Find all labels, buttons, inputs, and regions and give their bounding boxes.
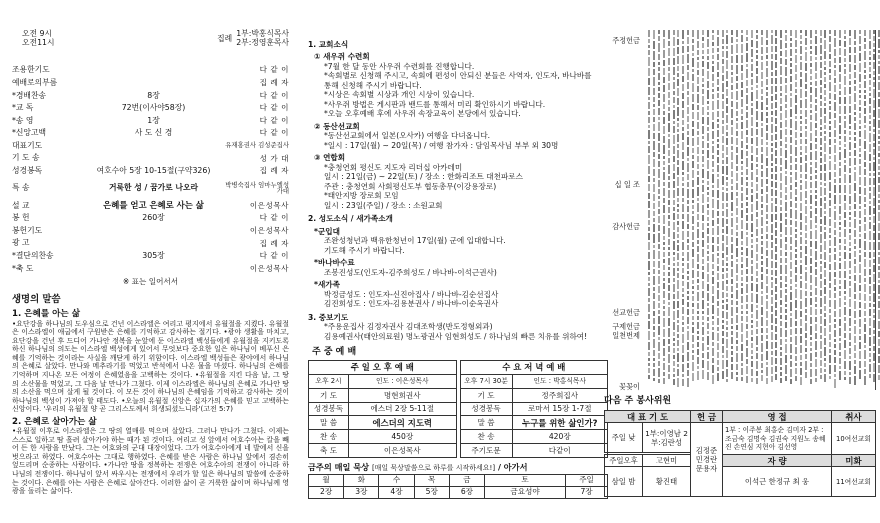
order-row <box>12 224 289 237</box>
announcement-line: *동산선교회에서 일본(오사카) 여행을 다녀옵니다. <box>324 131 491 141</box>
order-name: 특 송 <box>12 183 30 193</box>
sunday-time: 오후 2시 <box>309 375 349 389</box>
offering-name-column <box>859 30 861 381</box>
offering-name-column <box>653 30 655 383</box>
offering-name-column <box>771 30 773 384</box>
offering-name-column <box>677 30 679 389</box>
offering-name-column <box>717 30 719 383</box>
church-news-title: 1. 교회소식 <box>308 40 349 49</box>
offering-name-column <box>829 30 831 381</box>
row-key: 성경봉독 <box>309 402 349 416</box>
announcement-line: 조완성청년과 백유한청년이 17일(월) 군에 입대합니다. <box>324 236 506 246</box>
order-name: *경배찬송 <box>12 90 47 100</box>
presider-2: 2부:정영훈목사 <box>236 37 289 47</box>
offering-name-column <box>682 30 684 388</box>
meditation-title: 금주의 매일 묵상 <box>308 461 370 472</box>
row-key: 말 씀 <box>309 416 349 430</box>
meditation-title-line <box>308 462 608 473</box>
meditation-chapter: 2장 <box>309 486 344 498</box>
prayer-line: 김용예권사(태안의료원) 명노광권사 임현희성도 / 하나님의 빠른 치유를 위하여! <box>324 331 588 341</box>
header-greet: 영 접 <box>723 411 832 423</box>
weekday-worship-tables <box>308 360 608 458</box>
row-value: 로마서 15장 1-7절 <box>512 402 608 416</box>
meditation-day: 화 <box>344 474 379 486</box>
offering-name-column <box>751 30 753 384</box>
row-key: 찬 송 <box>309 430 349 444</box>
sermon-point-1-text: •요단강을 하나님의 도우심으로 건넌 이스라엘은 여리고 평지에서 유월절을 지켰다. 유월절은 이스라엘이 애굽에서 구원받은 은혜를 기억하고 감사하는 절기다. •광야 생활을 마치고, 요단강을 건넌 후 드디어 가나안 정복을 눈앞에 둔 이스라엘 백성들에게 유월절을 지키도록 하신 하나님의 의도는 이스라엘 백성에게 있어서 무엇보다 중요한 일은 하나님이 베푸신 은혜를 기억하는 것이라는 사실을 깨닫게 하기 위함이다. 이스라엘 백성들은 광야에서 하나님의 은혜로 살았다. 만나와 메추라기를 먹었고 반석에서 나온 물을 마셨다. 하나님의 은혜를 기억하며 지나온 모든 여정이 은혜였음을 고백하는 것이다. •유월절을 지킨 다음 날, 그 땅의 소산물을 먹었고, 그 다음 날 만나가 그쳤다. 이제 이스라엘은 하나님의 은혜로 가나안 땅의 소산을 먹으며 살게 될 것이다. 이 모든 것이 하나님의 은혜임을 기억하고 감사하는 것이 하나님의 백성이 가져야 할 태도다. •오늘의 유월절 신앙은 십자가의 은혜를 믿고 고백하는 신앙이다. '우리의 유월절 양 곧 그리스도께서 희생되셨느니라'(고전 5:7) <box>12 319 289 414</box>
announcement-line: *7월 한 달 동안 사우쥐 수련회를 진행합니다. <box>324 61 475 71</box>
clean-group: 11여선교회 <box>832 467 876 497</box>
order-content: 여호수아 5장 10-15절(구약326) <box>96 166 211 176</box>
offering-name-column <box>780 30 782 385</box>
meditation-chapters-row <box>309 486 608 498</box>
serving-title: 다음 주 봉사위원 <box>604 396 672 406</box>
order-person: 다 같 이 <box>259 128 289 138</box>
row-key: 찬 송 <box>460 430 512 444</box>
meditation-chapter: 4장 <box>379 486 414 498</box>
announcement-line: *속회별로 신청해 주시고, 속회에 편성이 안되신 분들은 사역자, 인도자, 바나바를 <box>324 71 592 81</box>
offering-label: 꽃꽂이 <box>619 382 640 391</box>
offering-name-column <box>746 30 748 385</box>
announcement-line: *사우쥐 방법은 게시판과 밴드를 통해서 미리 확인하시기 바랍니다. <box>324 99 546 109</box>
announcement-subheading: ③ 연합회 <box>314 153 346 163</box>
meditation-day: 금 <box>449 474 484 486</box>
order-content: 사 도 신 경 <box>134 128 173 138</box>
wednesday-evening-table <box>460 360 609 458</box>
offering-name-column <box>864 30 866 387</box>
meditation-subtitle: [매일 묵상말씀으로 하루를 시작하세요!] <box>371 463 496 472</box>
announcement-line: 통해 신청해 주시기 바랍니다. <box>324 80 422 90</box>
pray-person: 황진태 <box>643 467 691 497</box>
order-row <box>12 212 289 225</box>
order-person: 이은성목사 <box>249 263 289 273</box>
meditation-day: 토 <box>485 474 566 486</box>
order-content: 거룩한 성 / 꿈가로 나오라 <box>108 183 199 193</box>
row-value: 이은성목사 <box>349 444 457 458</box>
wednesday-sermon-title: 누구를 위한 삶인가? <box>512 416 608 430</box>
order-person: 다 같 이 <box>259 115 289 125</box>
wednesday-evening-header: 수 요 저 녁 예 배 <box>460 361 608 375</box>
wednesday-time: 오후 7시 30분 <box>460 375 512 389</box>
offering-labels <box>604 30 644 390</box>
offering-name-column <box>722 30 724 381</box>
announcement-subheading: *바나바수료 <box>314 258 355 268</box>
order-name: 광 고 <box>12 238 30 248</box>
announcement-line: 김진희성도 : 인도자-김용분권사 / 바나바-이순옥권사 <box>324 299 499 309</box>
order-person: 성 가 대 <box>259 153 289 163</box>
row-value: 에스더 2장 5-11절 <box>349 402 457 416</box>
sermon-point-2-text: •유월절 이후로 이스라엘은 그 땅의 열매를 먹으며 살았다. 그러나 만나가 그쳤다. 이제는 스스로 일하고 땀 흘려 살아가야 하는 때가 된 것이다. 여리고 성 앞에서 여호수아는 칼을 빼어 든 한 사람을 만났다. 그는 여호와의 군대 대장이었다. 그가 여호수아에게 네 발에서 신을 벗으라고 하였다. 여호수아는 그대로 행하였다. 은혜를 받은 사람은 하나님 앞에서 겸손히 엎드리며 순종하는 사람이다. •가나안 땅을 정복하는 전쟁은 여호수아의 전쟁이 아니라 하나님의 전쟁이다. 하나님이 앞서 싸우시는 전쟁에서 우리가 할 일은 하나님의 말씀에 순종하는 것이다. 은혜를 아는 사람은 은혜로 살아간다. 이러한 삶이 곧 거룩한 삶이며 하나님께 영광을 돌리는 삶이다. <box>12 427 289 496</box>
offering-name-column <box>697 30 699 382</box>
order-name: 조용한기도 <box>12 65 50 75</box>
meditation-chapter: 3장 <box>344 486 379 498</box>
order-name: 봉 헌 <box>12 213 30 223</box>
pray-person: 고현미 <box>643 455 691 467</box>
order-person: 다 같 이 <box>259 90 289 100</box>
order-name: *축 도 <box>12 263 34 273</box>
announcement-line: *시상은 속회별 시상과 개인 시상이 있습니다. <box>324 90 475 100</box>
offering-name-column <box>673 30 675 387</box>
time-2: 오전11시 <box>22 37 55 47</box>
announcement-line: *태안지방 장로회 모임 <box>324 191 399 201</box>
order-name: 성경봉독 <box>12 166 43 176</box>
order-name: *신앙고백 <box>12 128 47 138</box>
offering-name-column <box>761 30 763 383</box>
order-row <box>12 127 289 140</box>
order-row <box>12 237 289 250</box>
order-person: 박병숙집사 임마누엘성가대 <box>225 180 289 196</box>
prayer-line: *주용운집사 김정자권사 김대조학생(반도정형외과) <box>324 322 493 332</box>
offering-name-column <box>820 30 822 381</box>
meditation-table <box>308 474 608 499</box>
offering-name-column <box>805 30 807 380</box>
announcement-subheading: *새가족 <box>314 280 340 290</box>
order-name: *송 영 <box>12 115 34 125</box>
order-row <box>12 102 289 115</box>
member-news-items <box>308 227 608 309</box>
offering-name-column <box>741 30 743 383</box>
offering-name-column <box>712 30 714 386</box>
order-person: 다 같 이 <box>259 65 289 75</box>
offering-name-column <box>849 30 851 386</box>
row-label: 주일오후 <box>605 455 643 467</box>
row-label: 삼일 밤 <box>605 467 643 497</box>
weekday-worship-title: 주 중 예 배 <box>312 347 357 358</box>
offering-name-column <box>658 30 660 385</box>
meditation-chapter: 금요성야 <box>485 486 566 498</box>
greet-people: 1부 : 이주봉 최홍순 김미자 2부 : 조금숙 김명숙 김권숙 지원노 송혜진 손연심 지현아 김선영 <box>723 423 832 455</box>
order-row <box>12 152 289 165</box>
offering-label: 십 일 조 <box>614 180 640 189</box>
offering-name-column <box>785 30 787 383</box>
offering-name-column <box>839 30 841 382</box>
header-offering: 헌 금 <box>691 411 723 423</box>
announcement-line: *충청연회 평신도 지도자 리더십 아카데미 <box>324 162 463 172</box>
order-person: 이은성목사 <box>249 225 289 235</box>
meditation-day: 월 <box>309 474 344 486</box>
meditation-chapter: 6장 <box>449 486 484 498</box>
offering-name-column <box>873 30 875 384</box>
sermon-point-1-heading: 1. 은혜를 아는 삶 <box>12 309 81 320</box>
offering-name-column <box>790 30 792 386</box>
header-car: 자 량 <box>723 455 832 467</box>
announcements <box>308 40 608 341</box>
member-news-title: 2. 성도소식 / 새가족소개 <box>308 214 393 224</box>
row-key: 기 도 <box>460 388 512 402</box>
order-row <box>12 199 289 212</box>
order-content: 305장 <box>142 251 165 261</box>
serving-table <box>604 410 876 497</box>
offering-name-column <box>815 30 817 384</box>
row-key: 기 도 <box>309 388 349 402</box>
order-person: 집 례 자 <box>259 238 289 248</box>
meditation-days-row <box>309 474 608 486</box>
order-name: 설 교 <box>12 200 30 210</box>
announcement-subheading: ① 새우쥐 수련회 <box>314 52 370 62</box>
order-row <box>12 64 289 77</box>
offering-name-column <box>707 30 709 382</box>
offering-name-column <box>731 30 733 381</box>
order-row <box>12 114 289 127</box>
meditation-day: 목 <box>414 474 449 486</box>
offering-label: 선교헌금 <box>612 308 640 317</box>
offering-name-column <box>824 30 826 384</box>
sunday-leader: 인도 : 이은성목사 <box>349 375 457 389</box>
order-name: 예배로의부름 <box>12 77 58 87</box>
sunday-afternoon-header: 주 일 오 후 예 배 <box>309 361 457 375</box>
order-content: 8장 <box>147 90 160 100</box>
order-content: 260장 <box>142 213 165 223</box>
order-name: *결단의찬송 <box>12 251 54 261</box>
announcement-line: 주관 : 충청연회 사회평신도부 협동총무(이강용장로) <box>324 181 497 191</box>
sermon-section <box>12 294 289 495</box>
announcement-subheading: ② 동산선교회 <box>314 121 360 131</box>
offering-name-column <box>854 30 856 387</box>
order-name: 대표기도 <box>12 140 43 150</box>
row-key: 말 씀 <box>460 416 512 430</box>
announcement-line: *오늘 오후예배 후에 사우쥐 속장교육이 본당에서 있습니다. <box>324 109 521 119</box>
announcement-line: 일시 : 21일(금) ~ 22일(토) / 장소 : 한화리조트 대천파로스 <box>324 172 523 182</box>
order-row <box>12 165 289 178</box>
row-value: 다같이 <box>512 444 608 458</box>
offering-roll <box>604 30 876 390</box>
header-clean: 미화 <box>832 455 876 467</box>
order-of-worship <box>12 64 289 286</box>
announcement-line: 일시 : 23일(주일) / 장소 : 소원교회 <box>324 200 443 210</box>
wednesday-leader: 인도 : 박홍식목사 <box>512 375 608 389</box>
offering-label: 주정헌금 <box>612 36 640 45</box>
order-person: 다 같 이 <box>259 213 289 223</box>
order-row <box>12 89 289 102</box>
standing-note: ※ 표는 일어서서 <box>122 276 179 286</box>
car-people: 이석근 한정규 최 웅 <box>723 467 832 497</box>
order-person: 집 례 자 <box>259 166 289 176</box>
meditation-day: 주일 <box>566 474 608 486</box>
offering-name-column <box>736 30 738 383</box>
offering-name-column <box>692 30 694 383</box>
service-times <box>12 30 289 48</box>
announcement-line: *일시 : 17일(월) ~ 20일(목) / 여행 참가자 : 담임목사님 부부 외 30명 <box>324 140 559 150</box>
row-key: 축 도 <box>309 444 349 458</box>
order-name: 봉헌기도 <box>12 225 43 235</box>
offering-name-column <box>726 30 728 384</box>
offering-name-column <box>687 30 689 389</box>
row-label: 주일 낮 <box>605 423 643 453</box>
row-value: 명현희권사 <box>349 388 457 402</box>
order-name: 기 도 송 <box>12 153 40 163</box>
sunday-sermon-title: 에스더의 지도력 <box>349 416 457 430</box>
presider-label: 집례 <box>217 34 233 44</box>
header-pray: 대 표 기 도 <box>605 411 691 423</box>
meditation-chapter: 7장 <box>566 486 608 498</box>
order-person: 집 례 자 <box>259 78 289 88</box>
offering-people: 김정준 민경란 문용자 <box>691 423 723 497</box>
offering-name-column <box>702 30 704 381</box>
order-content: 72번(이사야58장) <box>121 103 186 113</box>
cook-group: 10여선교회 <box>832 423 876 455</box>
pray-person: 1부:이영남 2부:김란성 <box>643 423 691 453</box>
order-person: 이은성목사 <box>249 200 289 210</box>
row-value: 420장 <box>512 430 608 444</box>
announcement-subheading: *군입대 <box>314 226 340 236</box>
offering-name-column <box>668 30 670 381</box>
presider-1: 1부:박홍식목사 <box>236 29 289 38</box>
order-content: 1장 <box>147 115 160 125</box>
offering-label: 구제헌금 일천번제 <box>612 322 640 340</box>
left-column <box>0 0 295 523</box>
announcement-line: 박정금성도 : 인도자-신진아집사 / 바나바-김순선집사 <box>324 289 499 299</box>
time-1: 오전 9시 <box>22 29 53 38</box>
middle-column <box>302 0 614 523</box>
row-value: 정주희집사 <box>512 388 608 402</box>
offering-name-column <box>810 30 812 386</box>
order-person: 다 같 이 <box>259 103 289 113</box>
right-column <box>600 0 880 523</box>
offering-name-column <box>756 30 758 386</box>
offering-name-column <box>800 30 802 387</box>
offering-label: 감사헌금 <box>612 222 640 231</box>
offering-name-column <box>795 30 797 383</box>
sermon-point-2-heading: 2. 은혜로 살아가는 삶 <box>12 416 97 427</box>
offering-name-column <box>869 30 871 380</box>
order-row <box>12 139 289 152</box>
church-news-items <box>308 52 608 210</box>
announcement-line: 조봉진성도(인도자-김주희성도 / 바나바-이석근권사) <box>324 267 497 277</box>
announcement-line: 기도해 주시기 바랍니다. <box>324 245 405 255</box>
order-person: 유재홍권사 김성준집사 <box>225 141 289 150</box>
order-row <box>12 77 289 90</box>
offering-name-column <box>775 30 777 382</box>
offering-name-column <box>663 30 665 386</box>
row-key: 주기도문 <box>460 444 512 458</box>
meditation-chapter: 5장 <box>414 486 449 498</box>
meditation-day: 수 <box>379 474 414 486</box>
offering-names-vertical <box>644 30 875 390</box>
prayer-title: 3. 중보기도 <box>308 312 349 322</box>
offering-name-column <box>844 30 846 382</box>
offering-name-column <box>648 30 650 381</box>
order-name: *교 독 <box>12 103 34 113</box>
offering-name-column <box>766 30 768 386</box>
row-value: 450장 <box>349 430 457 444</box>
row-key: 성경봉독 <box>460 402 512 416</box>
order-row <box>12 250 289 263</box>
sermon-heading: 생명의 말씀 <box>12 294 61 306</box>
sunday-afternoon-table <box>308 360 457 458</box>
order-row <box>12 177 289 199</box>
header-cook: 취사 <box>832 411 876 423</box>
order-row <box>12 262 289 275</box>
offering-name-column <box>834 30 836 390</box>
order-person: 다 같 이 <box>259 251 289 261</box>
meditation-book: / 아가서 <box>497 461 528 472</box>
sermon-title-in-order: 은혜를 얻고 은혜로 사는 삶 <box>103 200 204 211</box>
